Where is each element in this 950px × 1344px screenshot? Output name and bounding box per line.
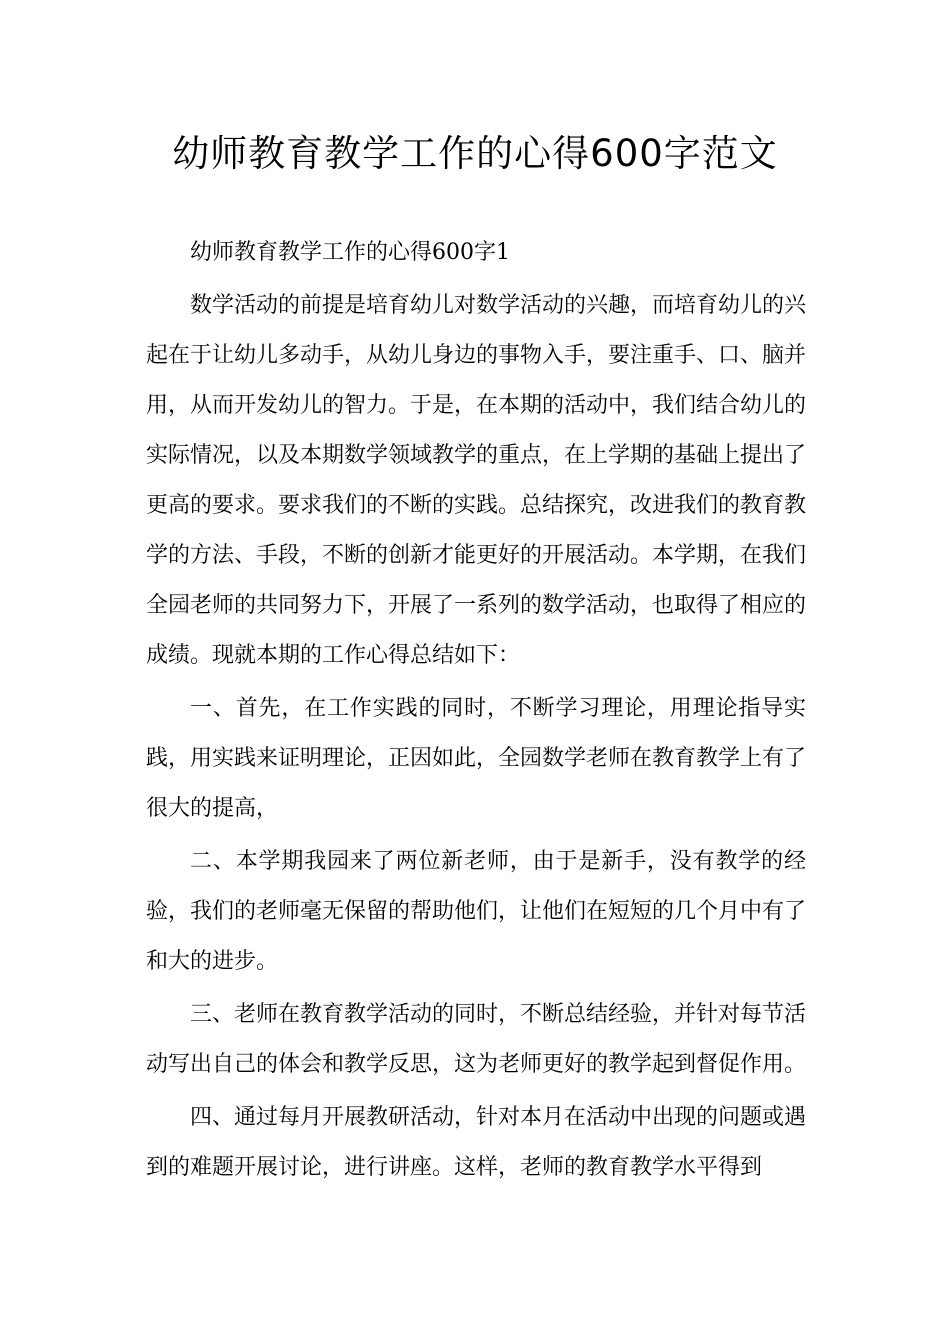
section-subtitle: 幼师教育教学工作的心得600字1 bbox=[190, 240, 510, 265]
paragraph-point-2: 二、本学期我园来了两位新老师，由于是新手，没有教学的经验，我们的老师毫无保留的帮助他们，让他们在短短的几个月中有了和大的进步。 bbox=[146, 849, 807, 974]
document-title: 幼师教育教学工作的心得600字范文 bbox=[172, 132, 778, 175]
paragraph-point-4: 四、通过每月开展教研活动，针对本月在活动中出现的问题或遇到的难题开展讨论，进行讲座。这样，老师的教育教学水平得到 bbox=[146, 1105, 807, 1180]
paragraph-point-1: 一、首先，在工作实践的同时，不断学习理论，用理论指导实践，用实践来证明理论，正因如此，全园数学老师在教育教学上有了很大的提高， bbox=[146, 696, 807, 821]
paragraph-point-3: 三、老师在教育教学活动的同时，不断总结经验，并针对每节活动写出自己的体会和教学反思，这为老师更好的教学起到督促作用。 bbox=[146, 1002, 807, 1077]
document-body bbox=[146, 228, 806, 1196]
paragraph-intro: 数学活动的前提是培育幼儿对数学活动的兴趣，而培育幼儿的兴起在于让幼儿多动手，从幼儿身边的事物入手，要注重手、口、脑并用，从而开发幼儿的智力。于是，在本期的活动中，我们结合幼儿的实际情况，以及本期数学领域教学的重点，在上学期的基础上提出了更高的要求。要求我们的不断的实践。总结探究，改进我们的教育教学的方法、手段，不断的创新才能更好的开展活动。本学期，在我们全园老师的共同努力下，开展了一系列的数学活动，也取得了相应的成绩。现就本期的工作心得总结如下： bbox=[146, 293, 807, 668]
